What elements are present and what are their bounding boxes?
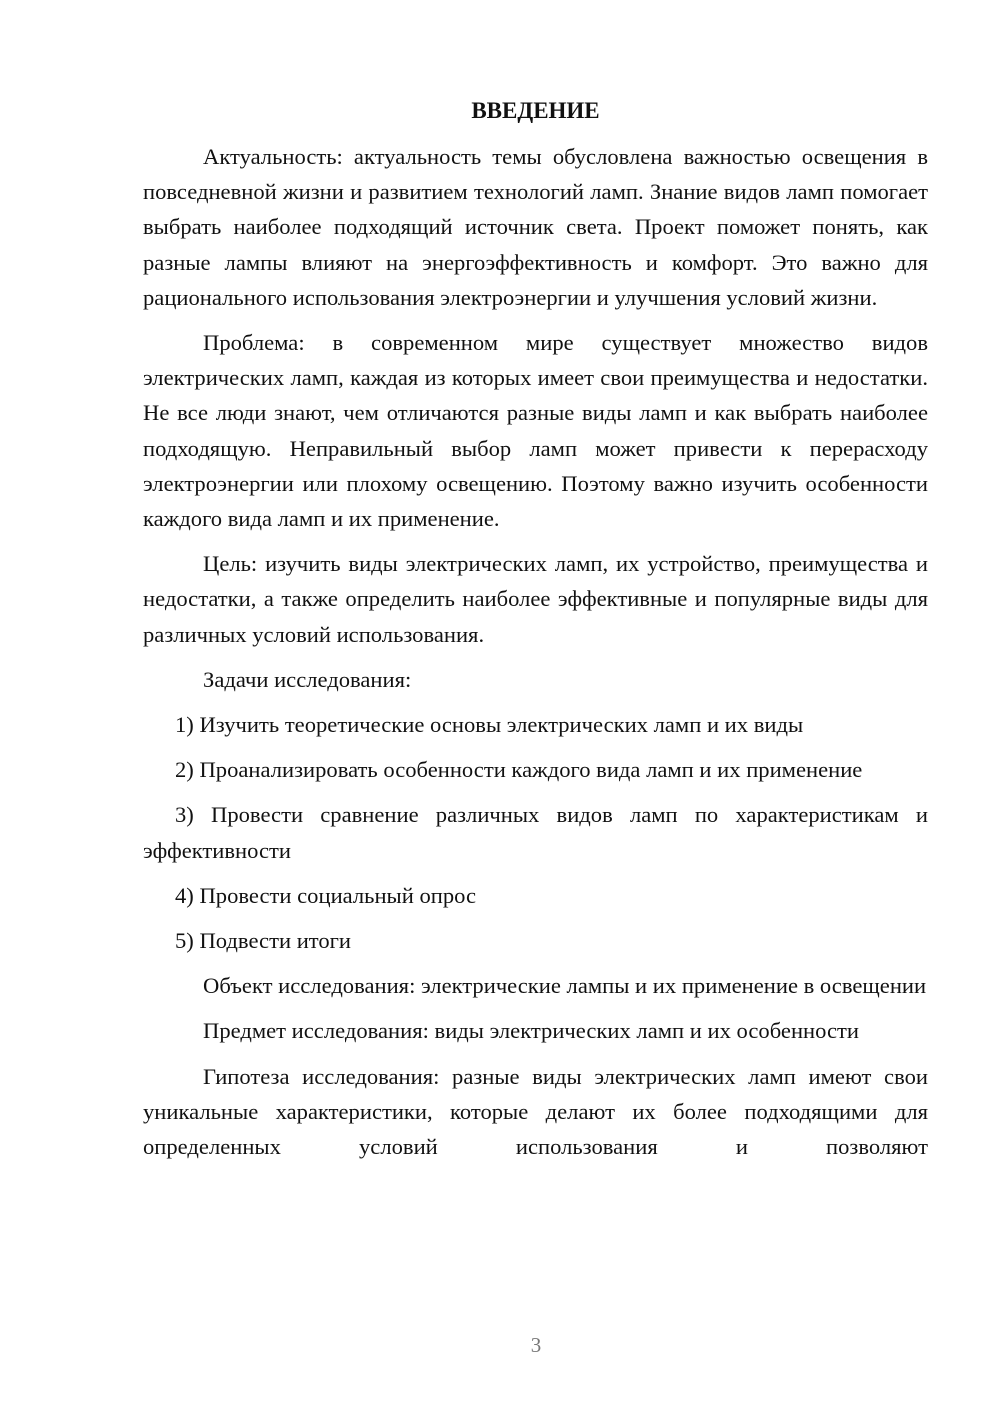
task-item-3: 3) Провести сравнение различных видов ламп по характеристикам и эффективности <box>143 802 928 863</box>
paragraph-problem: Проблема: в современном мире существует множество видов электрических ламп, каждая из которых имеет свои преимущества и недостатки. Не все люди знают, чем отличаются разные виды ламп и как выбрать наиболее подходящую. Неправильный выбор ламп может привести к перерасходу электроэнергии или плохому освещению. Поэтому важно изучить особенности каждого вида ламп и их применение. <box>143 330 928 532</box>
task-item-4: 4) Провести социальный опрос <box>175 882 477 908</box>
page-title: ВВЕДЕНИЕ <box>471 98 600 123</box>
paragraph-object: Объект исследования: электрические лампы и их применение в освещении <box>203 973 927 999</box>
page-number: 3 <box>530 1333 542 1357</box>
task-item-2: 2) Проанализировать особенности каждого вида ламп и их применение <box>175 757 863 783</box>
paragraph-hypothesis: Гипотеза исследования: разные виды электрических ламп имеют свои уникальные характеристики, которые делают их более подходящими для определенных условий использования и позволяют <box>143 1063 928 1160</box>
paragraph-tasks-heading: Задачи исследования: <box>203 666 412 692</box>
task-item-1: 1) Изучить теоретические основы электрических ламп и их виды <box>175 712 804 738</box>
document-page <box>143 95 928 1164</box>
paragraph-relevance: Актуальность: актуальность темы обусловлена важностью освещения в повседневной жизни и развитием технологий ламп. Знание видов ламп помогает выбрать наиболее подходящий источник света. Проект поможет понять, как разные лампы влияют на энергоэффективность и комфорт. Это важно для рационального использования электроэнергии и улучшения условий жизни. <box>143 144 928 310</box>
paragraph-subject: Предмет исследования: виды электрических ламп и их особенности <box>203 1018 859 1044</box>
paragraph-goal: Цель: изучить виды электрических ламп, их устройство, преимущества и недостатки, а также определить наиболее эффективные и популярные виды для различных условий использования. <box>143 551 928 647</box>
task-item-5: 5) Подвести итоги <box>175 928 352 954</box>
